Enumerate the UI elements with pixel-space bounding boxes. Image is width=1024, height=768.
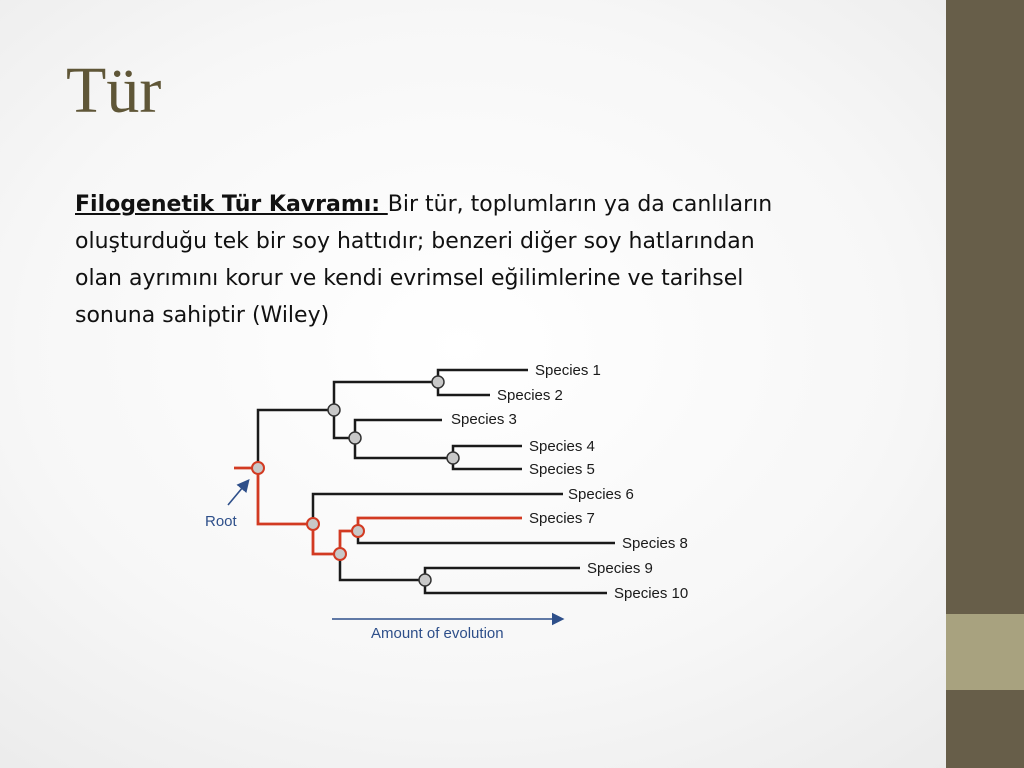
- species-label-7: Species 7: [529, 510, 595, 527]
- species-label-6: Species 6: [568, 486, 634, 503]
- species-label-2: Species 2: [497, 387, 563, 404]
- node: [352, 525, 364, 537]
- species-labels: [451, 362, 688, 602]
- evolution-axis-label: Amount of evolution: [371, 625, 504, 642]
- branch-species-9: [340, 554, 580, 580]
- species-label-10: Species 10: [614, 585, 689, 602]
- node: [349, 432, 361, 444]
- definition-line-1: Bir tür, toplumların ya da canlıların: [387, 192, 773, 217]
- branch-species-10: [425, 580, 607, 593]
- branch-species-4: [355, 438, 522, 458]
- root-node: [252, 462, 264, 474]
- root-label: Root: [205, 513, 237, 530]
- branch-species-8: [358, 531, 615, 543]
- branch-species-7: [234, 468, 522, 554]
- root-arrow-icon: [228, 481, 248, 505]
- highlighted-nodes: [252, 462, 364, 560]
- node: [307, 518, 319, 530]
- species-label-4: Species 4: [529, 438, 595, 455]
- node: [328, 404, 340, 416]
- branch-species-6: [313, 494, 563, 524]
- species-label-5: Species 5: [529, 461, 595, 478]
- species-label-8: Species 8: [622, 535, 688, 552]
- definition-term: Filogenetik Tür Kavramı:: [75, 192, 388, 217]
- highlighted-lineage: [234, 468, 522, 554]
- definition-line-2: oluşturduğu tek bir soy hattıdır; benzeri diğer soy hatlarından: [75, 229, 755, 254]
- tree-nodes: [328, 376, 459, 586]
- branch-species-2: [438, 382, 490, 395]
- node: [334, 548, 346, 560]
- branch-species-5: [453, 458, 522, 469]
- node: [419, 574, 431, 586]
- species-label-3: Species 3: [451, 411, 517, 428]
- node: [432, 376, 444, 388]
- node: [447, 452, 459, 464]
- definition-line-3: olan ayrımını korur ve kendi evrimsel eğilimlerine ve tarihsel: [75, 266, 744, 291]
- species-label-1: Species 1: [535, 362, 601, 379]
- species-label-9: Species 9: [587, 560, 653, 577]
- slide-title: Tür: [66, 54, 162, 127]
- definition-line-4: sonuna sahiptir (Wiley): [75, 303, 330, 328]
